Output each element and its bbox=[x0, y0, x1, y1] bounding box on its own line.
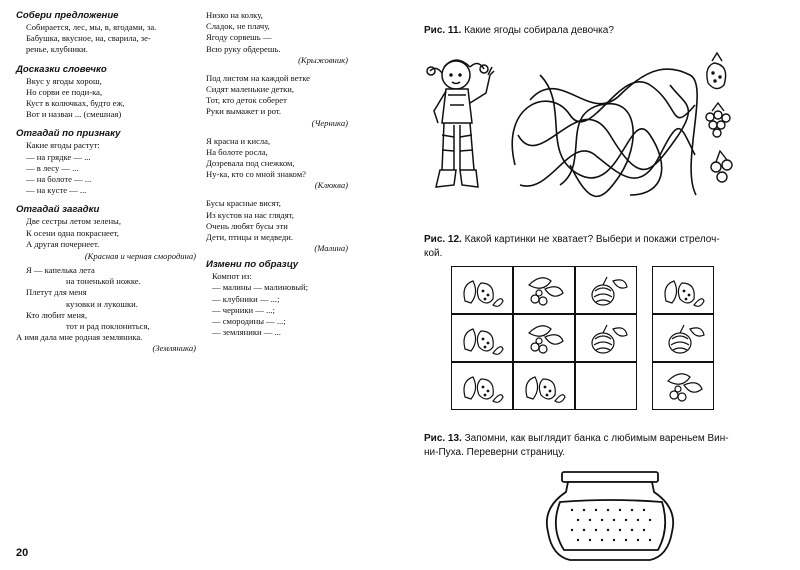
section-title-sentence: Собери предложение bbox=[16, 10, 119, 21]
jar-dot bbox=[601, 539, 603, 541]
jar-dot bbox=[607, 509, 609, 511]
mid_col-p2_lines-line: Сидят маленькие детки, bbox=[206, 84, 295, 95]
section-body-change-pattern bbox=[212, 271, 348, 338]
left_col-s5_lines-line: А имя дала мне родная земляника. bbox=[16, 332, 143, 343]
honey-jar-icon bbox=[540, 470, 680, 565]
jar-dot bbox=[583, 509, 585, 511]
riddle-answer-raspberry: (Малина) bbox=[314, 243, 348, 254]
mid_col-p5_lines-line: — клубники — ...; bbox=[212, 293, 280, 304]
left_col-s5_lines-line: на тоненькой ножке. bbox=[66, 276, 141, 287]
choice-option[interactable] bbox=[652, 362, 714, 410]
jar-dot bbox=[613, 539, 615, 541]
mid_col-p2_lines-line: Под листом на каждой ветке bbox=[206, 72, 310, 83]
jar-dot bbox=[625, 519, 627, 521]
section-title-riddles: Отгадай загадки bbox=[16, 204, 100, 216]
left_col-s2_lines-line: Вот и назван ... (смешная) bbox=[26, 109, 122, 120]
jar-dot bbox=[595, 509, 597, 511]
choice-option[interactable] bbox=[652, 314, 714, 362]
gooseberry-icon bbox=[583, 319, 631, 359]
jar-dot bbox=[649, 539, 651, 541]
left_col-s3_lines-line: — в лесу — ... bbox=[26, 162, 79, 173]
jar-dot bbox=[613, 519, 615, 521]
jar-dot bbox=[595, 529, 597, 531]
mid_col-p5_lines-line: — земляники — ... bbox=[212, 327, 281, 338]
jar-dot bbox=[619, 529, 621, 531]
tangled-paths bbox=[512, 69, 697, 196]
strawberry-icon bbox=[707, 63, 726, 89]
fig12-text2: кой. bbox=[424, 248, 443, 259]
jar-dot bbox=[631, 509, 633, 511]
section-body-guess-feature bbox=[26, 140, 196, 196]
grid-cell bbox=[513, 314, 575, 362]
fig11-label: Рис. 11. bbox=[424, 25, 462, 36]
mid_col-p5_lines-line: Компот из: bbox=[212, 271, 252, 282]
fig12-caption bbox=[424, 233, 764, 261]
grid-cell bbox=[451, 266, 513, 314]
jar-dot bbox=[637, 519, 639, 521]
leaf-berries-icon bbox=[521, 271, 569, 311]
leaf-berries-icon bbox=[521, 319, 569, 359]
jar-dot bbox=[583, 529, 585, 531]
mid_col-p4_lines-line: Бусы красные висят, bbox=[206, 198, 281, 209]
gooseberry-icon bbox=[660, 319, 708, 359]
jar-dot bbox=[577, 519, 579, 521]
girl-icon bbox=[427, 60, 494, 187]
mid_col-p5_lines-line: — черники — ...; bbox=[212, 304, 275, 315]
mid_col-p3_lines-line: Ну-ка, кто со мной знаком? bbox=[206, 169, 306, 180]
riddle-answer-cranberry: (Клюква) bbox=[314, 180, 348, 191]
strawberry-leaf-icon bbox=[459, 271, 507, 311]
mid_col-p5_lines-line: — смородины — ...; bbox=[212, 316, 286, 327]
mid_col-p1_lines-line: Сладок, не плачу, bbox=[206, 21, 270, 32]
jar-dot bbox=[607, 529, 609, 531]
strawberry-leaf-icon bbox=[660, 271, 708, 311]
fig12-label: Рис. 12. bbox=[424, 234, 462, 245]
grid-cell bbox=[575, 314, 637, 362]
middle-column bbox=[206, 10, 348, 338]
mid_col-p2_lines-line: Руки вымажет и рот. bbox=[206, 106, 282, 117]
fig12-choices bbox=[652, 266, 714, 410]
mid_col-p2_lines-line: Тот, кто деток соберет bbox=[206, 95, 287, 106]
jar-dot bbox=[577, 539, 579, 541]
riddle-raspberry bbox=[206, 198, 348, 243]
mid_col-p4_lines-line: Дети, птицы и медведи. bbox=[206, 232, 293, 243]
jar-dot bbox=[571, 529, 573, 531]
left_col-s1_lines-line: Собирается, лес, мы, в, ягодами, за. bbox=[26, 22, 157, 32]
jar-dot bbox=[643, 529, 645, 531]
left-column bbox=[16, 10, 196, 353]
mid_col-p4_lines-line: Из кустов на нас глядят, bbox=[206, 209, 294, 220]
fig11-illustration bbox=[420, 45, 750, 215]
mid_col-p5_lines-line: — малины — малиновый; bbox=[212, 282, 309, 293]
left_col-s5_lines-line: тот и рад поклониться, bbox=[66, 321, 150, 332]
jar-dot bbox=[631, 529, 633, 531]
jar-dot bbox=[589, 519, 591, 521]
left_col-s5_lines-line: Я — капелька лета bbox=[26, 265, 95, 276]
leaf-berries-icon bbox=[660, 367, 708, 407]
left_col-s5_lines-line: Кто любит меня, bbox=[26, 309, 88, 320]
jar-dot bbox=[571, 509, 573, 511]
mid_col-p1_lines-line: Низко на колку, bbox=[206, 10, 263, 20]
choice-option[interactable] bbox=[652, 266, 714, 314]
left_col-s4_lines-line: К осени одна покраснеет, bbox=[26, 227, 119, 238]
mid_col-p1_lines-line: Ягоду сорвешь — bbox=[206, 32, 272, 43]
jar-dot bbox=[601, 519, 603, 521]
grid-cell bbox=[451, 314, 513, 362]
gooseberry-icon bbox=[583, 271, 631, 311]
left_col-s2_lines-line: Куст в колючках, будто еж, bbox=[26, 98, 125, 109]
mid_col-p1_lines-line: Всю руку обдерешь. bbox=[206, 43, 281, 54]
fig11-text: Какие ягоды собирала девочка? bbox=[464, 25, 614, 36]
riddle-answer-strawberry: (Земляника) bbox=[152, 343, 196, 354]
section-title-finish-word: Досказки словечко bbox=[16, 63, 107, 75]
jar-dot bbox=[643, 509, 645, 511]
fig13-label: Рис. 13. bbox=[424, 433, 462, 444]
page-number: 20 bbox=[16, 547, 29, 559]
left_col-s4_lines-line: А другая почернеет. bbox=[26, 238, 100, 249]
grid-cell bbox=[513, 266, 575, 314]
riddle-gooseberry bbox=[206, 10, 348, 55]
jar-dot bbox=[619, 509, 621, 511]
section-title-change-pattern: Измени по образцу bbox=[206, 259, 299, 271]
mid_col-p3_lines-line: Дозревала под снежком, bbox=[206, 158, 295, 169]
section-body-sentence bbox=[26, 22, 196, 56]
section-title-guess-feature: Отгадай по признаку bbox=[16, 128, 121, 140]
grid-cell bbox=[513, 362, 575, 410]
berry-icons bbox=[706, 53, 732, 182]
left_col-s3_lines-line: — на грядке — ... bbox=[26, 151, 91, 162]
jar-dot bbox=[649, 519, 651, 521]
left_col-s1_lines-line: ренье, клубники. bbox=[26, 44, 88, 55]
fig12-grid bbox=[451, 266, 637, 410]
fig12-text: Какой картинки не хватает? Выбери и покажи стрелоч- bbox=[464, 234, 720, 245]
left_col-s3_lines-line: — на кусте — ... bbox=[26, 185, 87, 196]
grid-cell bbox=[451, 362, 513, 410]
strawberry-leaf-icon bbox=[459, 319, 507, 359]
left_col-s2_lines-line: Вкус у ягоды хорош, bbox=[26, 75, 102, 86]
currant-icon bbox=[711, 151, 732, 182]
raspberry-icon bbox=[706, 103, 730, 137]
strawberry-leaf-icon bbox=[521, 367, 569, 407]
fig13-text: Запомни, как выглядит банка с любимым вареньем Вин- bbox=[464, 433, 729, 444]
left_col-s1_lines-line: Бабушка, вкусное, на, сварила, зе- bbox=[26, 33, 151, 44]
left_col-s4_lines-line: Две сестры летом зелены, bbox=[26, 216, 121, 227]
section-body-finish-word bbox=[26, 76, 196, 121]
riddle-strawberry bbox=[16, 265, 196, 343]
riddle-answer-currant: (Красная и черная смородина) bbox=[84, 251, 196, 262]
mid_col-p3_lines-line: На болоте росла, bbox=[206, 146, 268, 157]
riddle-answer-blueberry: (Черника) bbox=[311, 117, 348, 128]
riddle-cranberry bbox=[206, 136, 348, 181]
section-body-riddles bbox=[26, 216, 196, 250]
fig13-caption bbox=[424, 432, 764, 460]
grid-cell bbox=[575, 266, 637, 314]
jar-dot bbox=[625, 539, 627, 541]
grid-cell[interactable] bbox=[575, 362, 637, 410]
fig11-caption bbox=[424, 24, 614, 38]
left_col-s2_lines-line: Но сорви ее поди-ка, bbox=[26, 86, 103, 97]
left_col-s5_lines-line: Плетут для меня bbox=[26, 287, 87, 298]
mid_col-p3_lines-line: Я красна и кисла, bbox=[206, 135, 271, 146]
strawberry-leaf-icon bbox=[459, 367, 507, 407]
left_col-s3_lines-line: — на болоте — ... bbox=[26, 174, 92, 185]
riddle-blueberry bbox=[206, 73, 348, 118]
left_col-s5_lines-line: кузовки и лукошки. bbox=[66, 298, 138, 309]
jar-dot bbox=[589, 539, 591, 541]
fig13-text2: ни-Пуха. Переверни страницу. bbox=[424, 447, 566, 458]
mid_col-p4_lines-line: Очень любят бусы эти bbox=[206, 220, 288, 231]
jar-dot bbox=[637, 539, 639, 541]
riddle-answer-gooseberry: (Крыжовник) bbox=[298, 54, 348, 65]
left_col-s3_lines-line: Какие ягоды растут: bbox=[26, 140, 100, 151]
